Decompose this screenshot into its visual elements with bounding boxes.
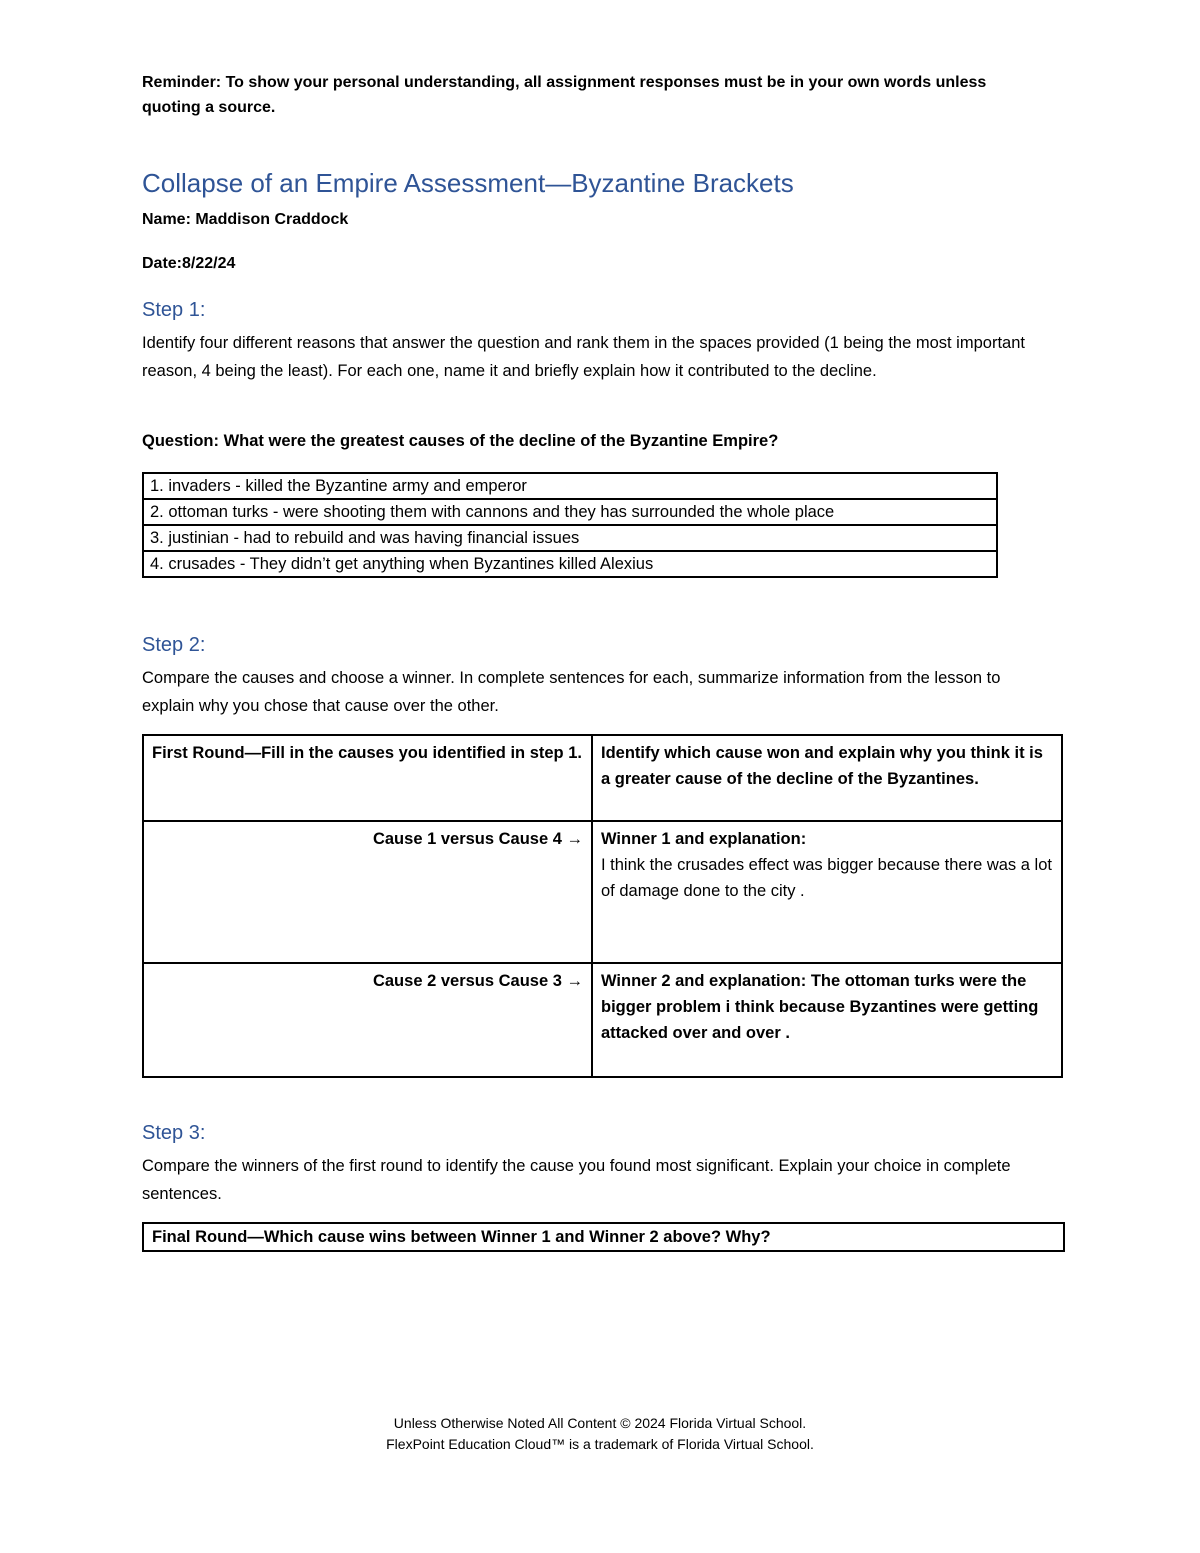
step1-question: Question: What were the greatest causes of the decline of the Byzantine Empire? [142, 432, 779, 450]
footer [0, 1413, 1200, 1455]
step1-heading: Step 1: [142, 299, 206, 321]
table-row [143, 963, 1062, 1077]
bracket-table [142, 734, 1063, 1078]
reason-cell[interactable]: 4. crusades - They didn’t get anything when Byzantines killed Alexius [143, 551, 997, 577]
first-round-header: First Round—Fill in the causes you identified in step 1. [143, 735, 592, 821]
table-row [143, 821, 1062, 963]
footer-trademark: FlexPoint Education Cloud™ is a trademark of Florida Virtual School. [386, 1436, 814, 1452]
winner-2-label: Winner 2 and explanation: [601, 972, 807, 990]
step2-heading: Step 2: [142, 634, 206, 656]
reason-cell[interactable]: 2. ottoman turks - were shooting them with cannons and they has surrounded the whole place [143, 499, 997, 525]
winner-2-explanation: The ottoman turks were the bigger problem i think because Byzantines were getting attacked over and over . [601, 972, 1039, 1042]
document-title: Collapse of an Empire Assessment—Byzantine Brackets [142, 168, 794, 198]
reason-cell[interactable]: 3. justinian - had to rebuild and was having financial issues [143, 525, 997, 551]
table-row [143, 499, 997, 525]
final-round-cell[interactable]: Final Round—Which cause wins between Winner 1 and Winner 2 above? Why? [143, 1223, 1064, 1251]
step2-instructions: Compare the causes and choose a winner. In complete sentences for each, summarize information from the lesson to explain why you chose that cause over the other. [142, 669, 1001, 715]
winner-header: Identify which cause won and explain why you think it is a greater cause of the decline of the Byzantines. [592, 735, 1062, 821]
reasons-table [142, 472, 998, 578]
table-row [143, 473, 997, 499]
table-row [143, 551, 997, 577]
matchup-2: Cause 2 versus Cause 3 → [143, 963, 592, 1077]
winner-2-cell[interactable] [592, 963, 1062, 1077]
winner-1-label: Winner 1 and explanation: [601, 830, 807, 848]
final-round-table [142, 1222, 1065, 1252]
winner-1-explanation: I think the crusades effect was bigger because there was a lot of damage done to the city . [601, 856, 1052, 900]
step3-heading: Step 3: [142, 1122, 206, 1144]
reminder-text: Reminder: To show your personal understanding, all assignment responses must be in your own words unless quoting a source. [142, 74, 987, 116]
student-name: Name: Maddison Craddock [142, 211, 349, 228]
matchup-1: Cause 1 versus Cause 4 → [143, 821, 592, 963]
step3-instructions: Compare the winners of the first round to identify the cause you found most significant. Explain your choice in complete sentences. [142, 1157, 1011, 1203]
reason-cell[interactable]: 1. invaders - killed the Byzantine army and emperor [143, 473, 997, 499]
step1-instructions: Identify four different reasons that answer the question and rank them in the spaces provided (1 being the most important reason, 4 being the least). For each one, name it and briefly explain how it contributed to the decline. [142, 334, 1025, 380]
table-row [143, 1223, 1064, 1251]
table-row [143, 525, 997, 551]
table-header-row [143, 735, 1062, 821]
assignment-date: Date:8/22/24 [142, 255, 236, 272]
winner-1-cell[interactable] [592, 821, 1062, 963]
footer-copyright: Unless Otherwise Noted All Content © 2024 Florida Virtual School. [393, 1415, 807, 1431]
